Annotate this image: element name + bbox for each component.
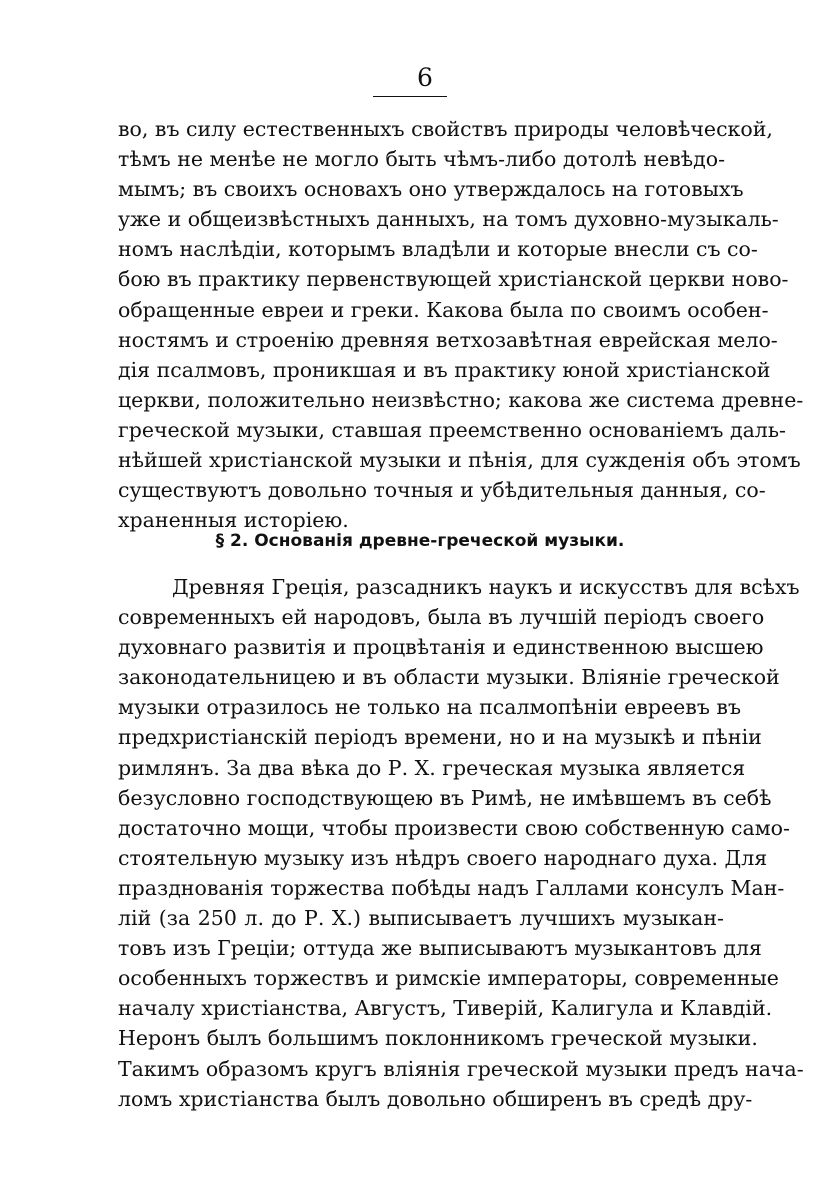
text-line: ностямъ и строенію древняя ветхозавѣтная еврейская мело- <box>118 327 778 352</box>
text-line: Неронъ былъ большимъ поклонникомъ греческой музыки. <box>118 1026 758 1051</box>
paragraph-section-2 <box>118 572 804 1114</box>
text-line: уже и общеизвѣстныхъ данныхъ, на томъ духовно-музыкаль- <box>118 207 779 232</box>
text-line: безусловно господствующею въ Римѣ, не имѣвшемъ въ себѣ <box>118 785 772 810</box>
text-line: празднованія торжества побѣды надъ Галлами консулъ Ман- <box>118 875 785 900</box>
text-line: мымъ; въ своихъ основахъ оно утверждалось на готовыхъ <box>118 177 744 202</box>
text-line: Древняя Греція, разсадникъ наукъ и искусствъ для всѣхъ <box>172 575 800 599</box>
paragraph-continued <box>118 114 804 535</box>
text-line: законодательницею и въ области музыки. Вліяніе греческой <box>118 665 780 690</box>
text-line: музыки отразилось не только на псалмопѣніи евреевъ въ <box>118 695 741 720</box>
text-line: номъ наслѣдіи, которымъ владѣли и которые внесли съ со- <box>118 237 758 262</box>
text-line: лій (за 250 л. до Р. Х.) выписываетъ лучшихъ музыкан- <box>118 906 724 931</box>
text-line: стоятельную музыку изъ нѣдръ своего народнаго духа. Для <box>118 845 768 870</box>
text-line: храненныя исторіею. <box>118 508 349 533</box>
text-line: достаточно мощи, чтобы произвести свою собственную само- <box>118 815 790 840</box>
text-line: духовнаго развитія и процвѣтанія и единственною высшею <box>118 635 764 660</box>
text-line: тѣмъ не менѣе не могло быть чѣмъ-либо дотолѣ невѣдо- <box>118 147 726 172</box>
text-line: ломъ христіанства былъ довольно обширенъ въ средѣ дру- <box>118 1086 753 1111</box>
text-line: нѣйшей христіанской музыки и пѣнія, для сужденія объ этомъ <box>118 448 801 473</box>
text-line: товъ изъ Греціи; оттуда же выписываютъ музыкантовъ для <box>118 936 762 961</box>
text-line: церкви, положительно неизвѣстно; какова же система древне- <box>118 387 804 412</box>
text-line: Такимъ образомъ кругъ вліянія греческой музыки предъ нача- <box>118 1056 804 1081</box>
page-number-rule <box>373 96 447 97</box>
text-line: современныхъ ей народовъ, была въ лучшій періодъ своего <box>118 605 765 630</box>
text-line: особенныхъ торжествъ и римскіе императоры, современные <box>118 966 779 991</box>
text-line: греческой музыки, ставшая преемственно основаніемъ даль- <box>118 417 786 442</box>
section-heading: § 2. Основанія древне-греческой музыки. <box>215 531 625 551</box>
text-line: бою въ практику первенствующей христіанской церкви ново- <box>118 267 789 292</box>
text-line: началу христіанства, Августъ, Тиверій, Калигула и Клавдій. <box>118 996 773 1021</box>
text-line: римлянъ. За два вѣка до Р. Х. греческая музыка является <box>118 755 746 780</box>
text-line: существуютъ довольно точныя и убѣдительныя данныя, со- <box>118 478 766 503</box>
text-line: обращенные евреи и греки. Какова была по своимъ особен- <box>118 297 769 322</box>
text-line: дія псалмовъ, проникшая и въ практику юной христіанской <box>118 357 771 382</box>
text-line: предхристіанскій періодъ времени, но и на музыкѣ и пѣніи <box>118 725 762 750</box>
text-line: во, въ силу естественныхъ свойствъ природы человѣческой, <box>118 117 773 141</box>
page-number: 6 <box>417 63 433 92</box>
